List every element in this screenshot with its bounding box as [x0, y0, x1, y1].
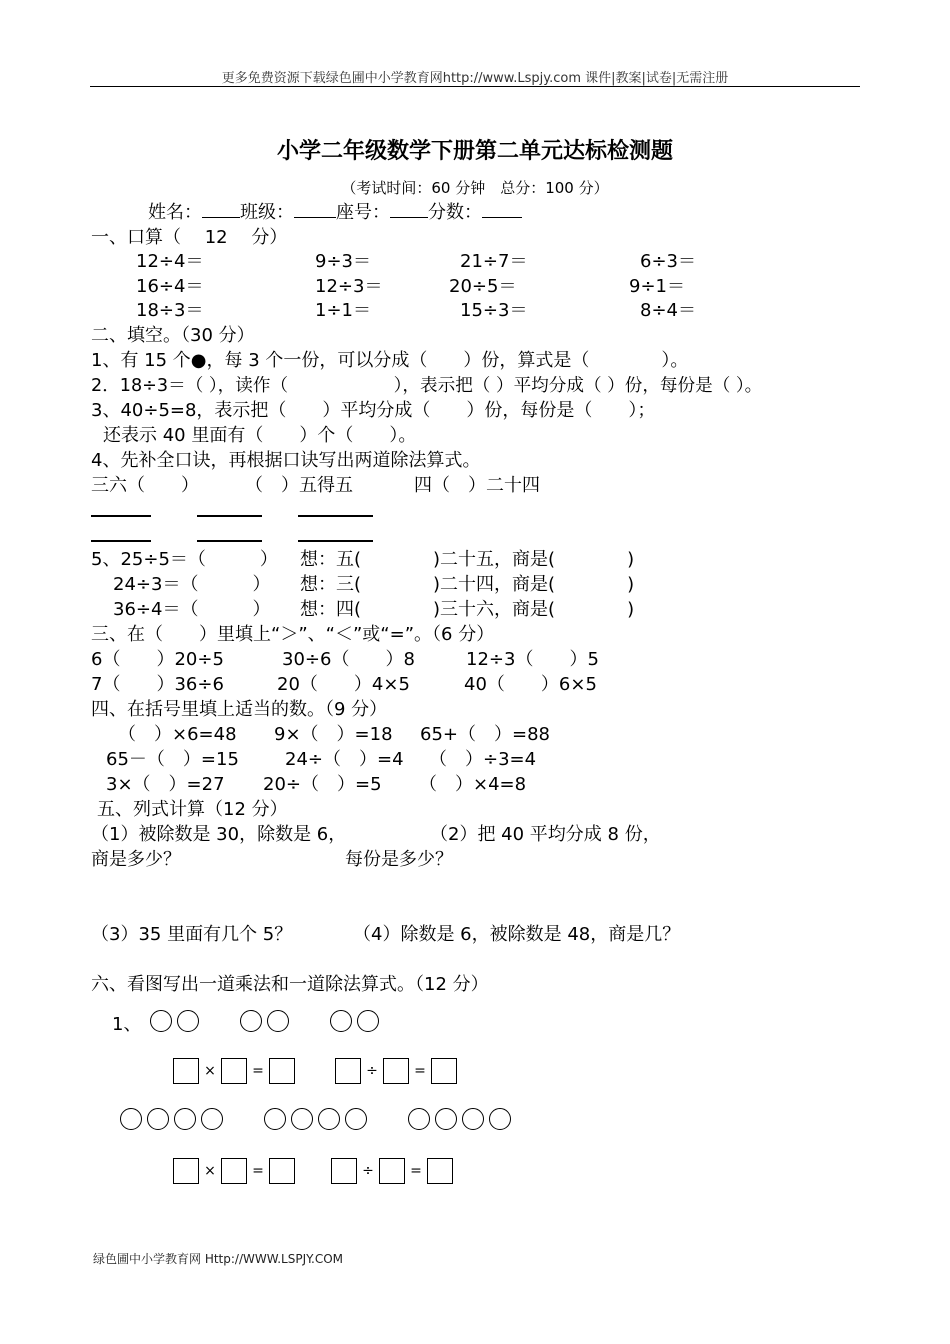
answer-line[interactable] [91, 515, 151, 517]
calc-q2-cont: 每份是多少？ [345, 849, 453, 870]
answer-box[interactable] [221, 1158, 247, 1184]
fill-q3-cont: 还表示 40 里面有（ ）个（ ）。 [103, 425, 417, 446]
seat-label: 座号： [336, 202, 390, 223]
circle [408, 1108, 430, 1130]
page-title: 小学二年级数学下册第二单元达标检测题 [276, 139, 673, 164]
koujue-item: 三六（ ） [91, 475, 199, 496]
fill-q3: 3、40÷5=8，表示把（ ）平均分成（ ）份，每份是（ ）； [91, 400, 656, 421]
mental-calc-item: 1÷1＝ [315, 300, 371, 321]
score-blank[interactable] [482, 203, 522, 218]
compare-item: 20（ ）4×5 [277, 674, 410, 695]
answer-line[interactable] [197, 540, 262, 542]
section-3-heading: 三、在（ ）里填上“＞”、“＜”或“=”。（6 分） [91, 624, 495, 645]
seat-blank[interactable] [390, 203, 428, 218]
page-footer: 绿色圃中小学教育网 Http://WWW.LSPJY.COM [93, 1252, 343, 1266]
answer-line[interactable] [197, 515, 262, 517]
section-2-heading: 二、填空。（30 分） [91, 325, 255, 346]
circle [150, 1010, 172, 1032]
fill-number-item: 24÷（ ）=4 [285, 749, 404, 770]
koujue-item: （ ）五得五 [245, 475, 353, 496]
times-sign: × [204, 1163, 216, 1179]
answer-box[interactable] [383, 1058, 409, 1084]
mental-calc-item: 16÷4＝ [136, 276, 204, 297]
mental-calc-item: 6÷3＝ [640, 251, 696, 272]
fill-number-item: （ ）×4=8 [419, 774, 527, 795]
fill-number-item: 65+（ ）=88 [420, 724, 550, 745]
equals-sign: = [252, 1163, 264, 1179]
circle [462, 1108, 484, 1130]
circle-group-row-1 [150, 1010, 384, 1032]
fill-q5-think: 想：四( )三十六，商是( ) [300, 599, 635, 620]
page-header: 更多免费资源下载绿色圃中小学教育网http://www.Lspjy.com 课件|教案|试卷|无需注册 [221, 71, 729, 86]
answer-box[interactable] [379, 1158, 405, 1184]
section-6-heading: 六、看图写出一道乘法和一道除法算式。（12 分） [91, 974, 489, 995]
circle [435, 1108, 457, 1130]
calc-q4: （4）除数是 6，被除数是 48，商是几？ [353, 924, 681, 945]
mental-calc-item: 12÷4＝ [136, 251, 204, 272]
circle [240, 1010, 262, 1032]
section-4-heading: 四、在括号里填上适当的数。（9 分） [91, 699, 388, 720]
compare-item: 6（ ）20÷5 [91, 649, 224, 670]
equation-row-1 [173, 1058, 457, 1084]
compare-item: 30÷6（ ）8 [282, 649, 415, 670]
calc-q1: （1）被除数是 30，除数是 6， [91, 824, 347, 845]
section-1-heading: 一、口算（ 12 分） [91, 227, 288, 248]
fill-number-item: 3×（ ）=27 [106, 774, 225, 795]
answer-box[interactable] [173, 1158, 199, 1184]
fill-number-item: 65－（ ）=15 [106, 749, 239, 770]
divide-sign: ÷ [362, 1163, 374, 1179]
circle [330, 1010, 352, 1032]
fill-q5-row: 24÷3＝（ ） [113, 574, 271, 595]
calc-q1-cont: 商是多少？ [91, 849, 181, 870]
calc-q3: （3）35 里面有几个 5？ [91, 924, 293, 945]
circle [267, 1010, 289, 1032]
times-sign: × [204, 1063, 216, 1079]
circle [291, 1108, 313, 1130]
equation-row-2 [173, 1158, 453, 1184]
equals-sign: = [252, 1063, 264, 1079]
fill-q5-think: 想：三( )二十四，商是( ) [300, 574, 635, 595]
mental-calc-item: 8÷4＝ [640, 300, 696, 321]
student-info-row [148, 202, 522, 224]
circle [201, 1108, 223, 1130]
compare-item: 40（ ）6×5 [464, 674, 597, 695]
fill-number-item: （ ）×6=48 [118, 724, 237, 745]
name-blank[interactable] [202, 203, 240, 218]
answer-box[interactable] [431, 1058, 457, 1084]
fill-q5-row: 5、25÷5＝（ ） [91, 549, 278, 570]
section-5-heading: 五、列式计算（12 分） [97, 799, 288, 820]
circle [345, 1108, 367, 1130]
mental-calc-item: 20÷5＝ [449, 276, 517, 297]
name-label: 姓名： [148, 202, 202, 223]
answer-line[interactable] [91, 540, 151, 542]
circle [489, 1108, 511, 1130]
equals-sign: = [414, 1063, 426, 1079]
calc-q2: （2）把 40 平均分成 8 份， [430, 824, 661, 845]
fill-q1: 1、有 15 个●，每 3 个一份，可以分成（ ）份，算式是（ ）。 [91, 350, 689, 371]
class-label: 班级： [240, 202, 294, 223]
mental-calc-item: 9÷3＝ [315, 251, 371, 272]
circle [264, 1108, 286, 1130]
picture-q1-label: 1、 [112, 1014, 142, 1035]
equals-sign: = [410, 1163, 422, 1179]
circle [357, 1010, 379, 1032]
circle [174, 1108, 196, 1130]
class-blank[interactable] [294, 203, 336, 218]
mental-calc-item: 9÷1＝ [629, 276, 685, 297]
answer-line[interactable] [298, 540, 373, 542]
compare-item: 12÷3（ ）5 [466, 649, 599, 670]
answer-box[interactable] [173, 1058, 199, 1084]
circle [177, 1010, 199, 1032]
fill-number-item: 20÷（ ）=5 [263, 774, 382, 795]
header-rule [90, 86, 860, 87]
circle [120, 1108, 142, 1130]
answer-box[interactable] [269, 1158, 295, 1184]
circle [147, 1108, 169, 1130]
score-label: 分数： [428, 202, 482, 223]
answer-box[interactable] [427, 1158, 453, 1184]
answer-line[interactable] [298, 515, 373, 517]
exam-info: （考试时间：60 分钟 总分：100 分） [341, 179, 609, 197]
mental-calc-item: 15÷3＝ [460, 300, 528, 321]
mental-calc-item: 18÷3＝ [136, 300, 204, 321]
compare-item: 7（ ）36÷6 [91, 674, 224, 695]
fill-number-item: （ ）÷3=4 [429, 749, 537, 770]
answer-box[interactable] [331, 1158, 357, 1184]
mental-calc-item: 21÷7＝ [460, 251, 528, 272]
answer-box[interactable] [335, 1058, 361, 1084]
circle-group-row-2 [120, 1108, 516, 1130]
fill-number-item: 9×（ ）=18 [274, 724, 393, 745]
divide-sign: ÷ [366, 1063, 378, 1079]
fill-q5-row: 36÷4＝（ ） [113, 599, 271, 620]
fill-q5-think: 想：五( )二十五，商是( ) [300, 549, 635, 570]
fill-q2: 2．18÷3＝（ ），读作（ ），表示把（ ）平均分成（ ）份，每份是（ ）。 [91, 376, 763, 396]
answer-box[interactable] [221, 1058, 247, 1084]
answer-box[interactable] [269, 1058, 295, 1084]
fill-q4: 4、先补全口诀，再根据口诀写出两道除法算式。 [91, 450, 481, 471]
koujue-item: 四（ ）二十四 [414, 475, 540, 496]
circle [318, 1108, 340, 1130]
mental-calc-item: 12÷3＝ [315, 276, 383, 297]
